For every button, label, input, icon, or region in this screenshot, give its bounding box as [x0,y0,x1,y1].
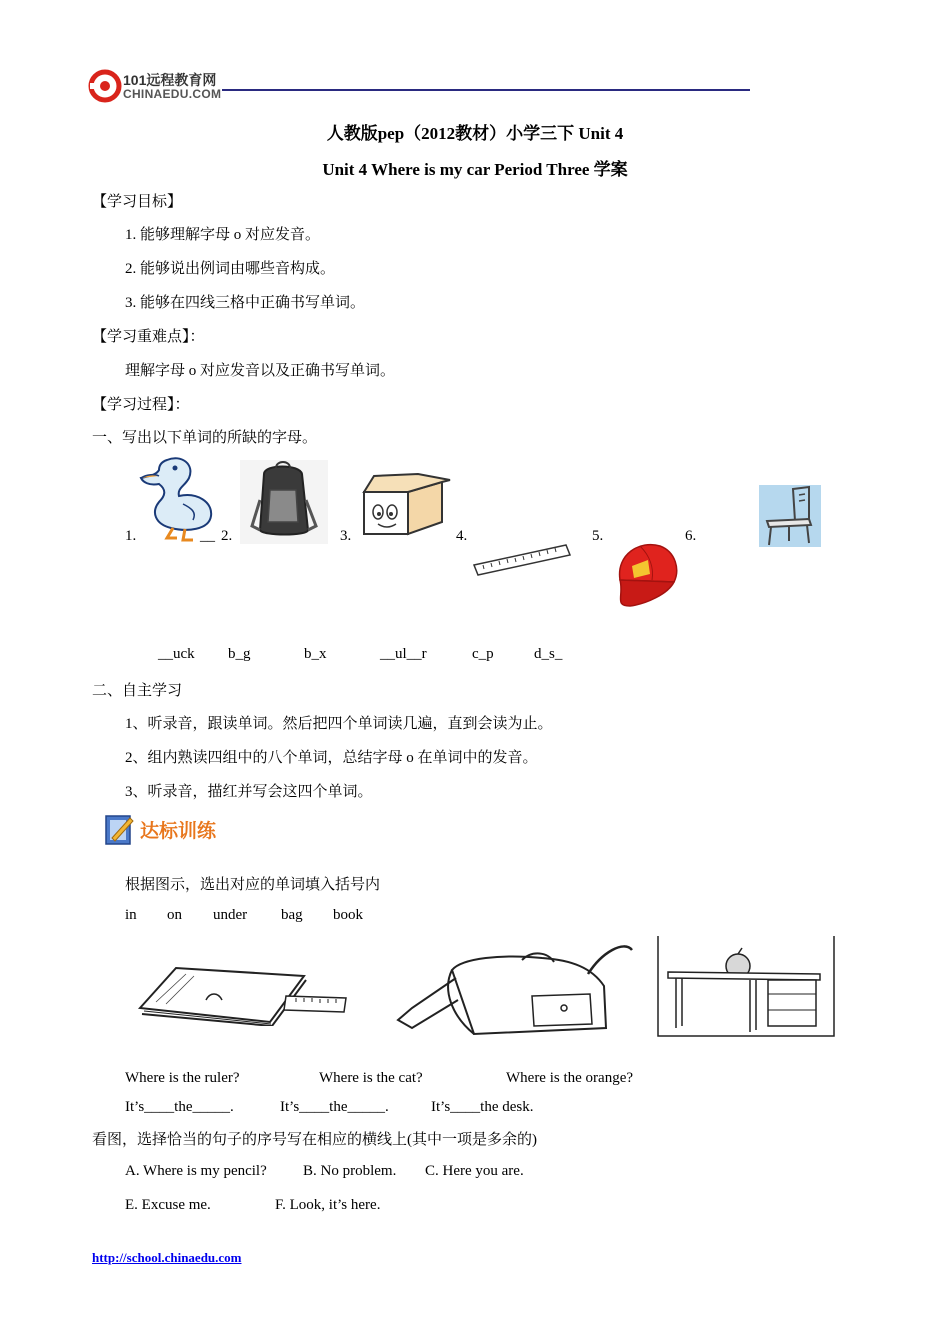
bag-cat-picture [392,938,634,1036]
footer-link[interactable]: http://school.chinaedu.com [92,1250,242,1265]
item-number: 4. [456,528,468,544]
logo-mark-icon [88,69,122,103]
word-bank-item: book [333,907,363,923]
option: A. Where is my pencil? [125,1163,267,1179]
item-number: 5. [592,528,604,544]
option: C. Here you are. [425,1163,524,1179]
objectives-heading: 【学习目标】 [92,194,183,210]
study-step: 3、听录音，描红并写会这四个单词。 [125,784,373,800]
objective-item: 2. 能够说出例词由哪些音构成。 [125,261,336,277]
desk-orange-picture [656,936,836,1040]
logo-top-text: 101远程教育网 [123,72,217,88]
logo-bottom-text: CHINAEDU.COM [123,87,222,101]
question: Where is the orange? [506,1070,634,1086]
practice-instruction: 根据图示，选出对应的单词填入括号内 [125,877,381,893]
backpack-picture [240,460,328,544]
study-step: 1、听录音，跟读单词。然后把四个单词读几遍，直到会读为止。 [125,716,553,732]
practice-instruction-2: 看图，选择恰当的句子的序号写在相应的横线上(其中一项是多余的) [92,1132,537,1148]
objective-item: 3. 能够在四线三格中正确书写单词。 [125,295,366,311]
keypoints-heading: 【学习重难点】： [92,329,205,345]
question: Where is the cat? [319,1070,423,1086]
missing-word: c_p [472,646,494,662]
answer-blank: It’s____the desk. [431,1099,534,1115]
process-heading: 【学习过程】： [92,397,190,413]
answer-blank: It’s____the_____. [125,1099,234,1115]
objective-item: 1. 能够理解字母 o 对应发音。 [125,227,321,243]
missing-word: b_g [228,646,251,662]
page-title: 人教版pep（2012教材）小学三下 Unit 4 [326,124,624,143]
page-subtitle: Unit 4 Where is my car Period Three 学案 [322,160,628,179]
question: Where is the ruler? [125,1070,240,1086]
option: E. Excuse me. [125,1197,211,1213]
header-rule [222,89,750,91]
cap-picture [610,540,682,610]
practice-banner [102,812,232,846]
item-number: 1. [125,528,137,544]
section-one-heading: 一、写出以下单词的所缺的字母。 [92,430,318,446]
option: B. No problem. [303,1163,397,1179]
word-bank-item: under [213,907,248,923]
keypoints-text: 理解字母 o 对应发音以及正确书写单词。 [125,363,396,379]
missing-word: __ul__r [380,646,427,662]
item-number: 6. [685,528,697,544]
item-blank: __ [200,528,215,544]
answer-blank: It’s____the_____. [280,1099,389,1115]
option: F. Look, it’s here. [275,1197,381,1213]
missing-word: d_s_ [534,646,563,662]
section-two-heading: 二、自主学习 [92,683,183,699]
site-logo [88,68,220,104]
word-bank-item: bag [281,907,303,923]
missing-word: b_x [304,646,327,662]
word-bank-item: in [125,907,137,923]
book-ruler-picture [136,962,350,1026]
item-number: 2. [221,528,233,544]
notebook-icon [102,812,136,846]
study-step: 2、组内熟读四组中的八个单词，总结字母 o 在单词中的发音。 [125,750,538,766]
missing-word: __uck [158,646,195,662]
chair-picture [759,485,821,547]
box-picture [358,472,452,538]
item-number: 3. [340,528,352,544]
ruler-picture [472,541,572,577]
word-bank-item: on [167,907,182,923]
practice-banner-text: 达标训练 [140,820,217,842]
